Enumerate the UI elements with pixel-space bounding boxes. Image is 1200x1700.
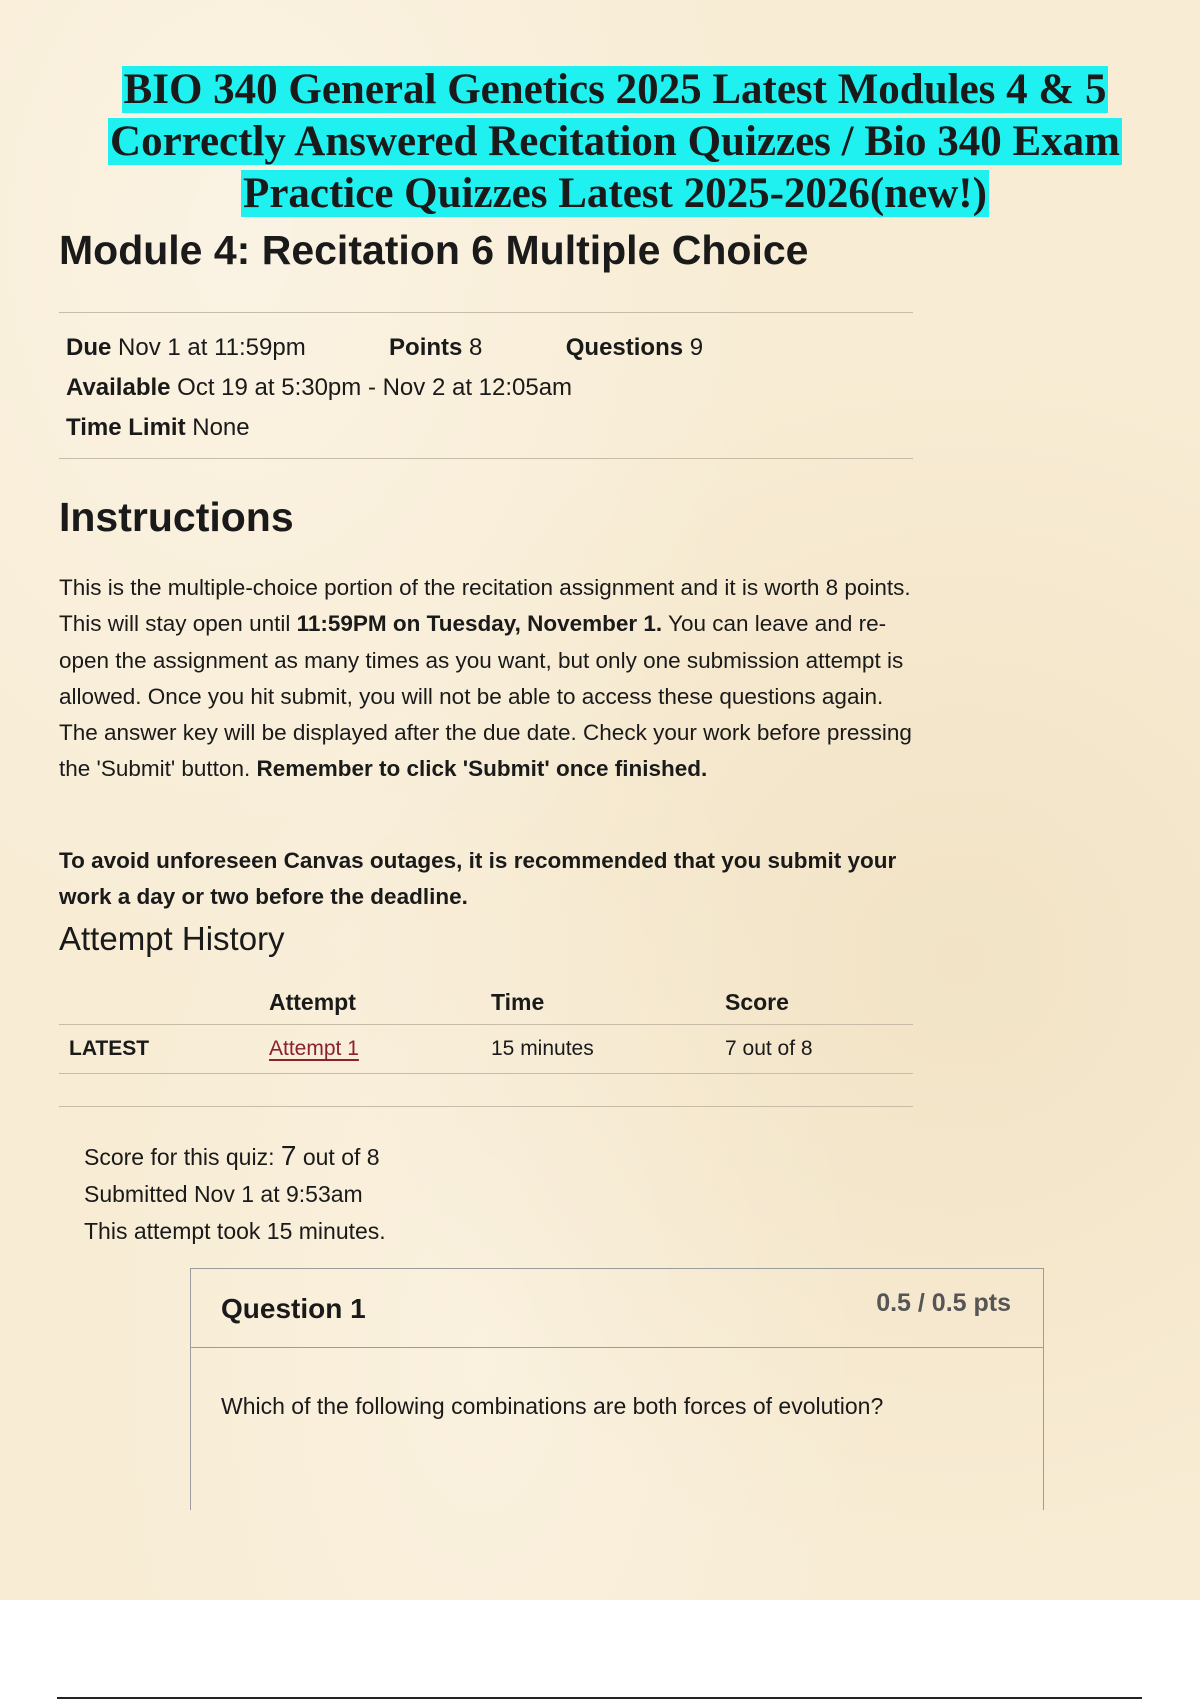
instructions-text: This is the multiple-choice portion of the recitation assignment and it is worth 8 points. This will stay open until (59, 575, 911, 637)
column-header (59, 980, 269, 1025)
time-limit-label: Time Limit (66, 414, 186, 441)
document-title: BIO 340 General Genetics 2025 Latest Modules 4 & 5 Correctly Answered Recitation Quizzes / Bio 340 Exam Practice Quizzes Latest 2025-2026(new!) (110, 66, 1120, 217)
question-text: Which of the following combinations are both forces of evolution? (221, 1393, 884, 1419)
points-value: 8 (469, 334, 483, 361)
quiz-details (66, 328, 703, 448)
attempt-cell (269, 1025, 491, 1074)
quiz-details-row-2 (66, 368, 703, 408)
instructions-paragraph (59, 570, 919, 788)
attempt-duration: This attempt took 15 minutes. (84, 1218, 386, 1244)
due-value: Nov 1 at 11:59pm (118, 334, 306, 361)
available-value: Oct 19 at 5:30pm - Nov 2 at 12:05am (177, 374, 573, 401)
column-header-score: Score (725, 980, 913, 1025)
questions-value: 9 (689, 334, 704, 361)
column-header-attempt: Attempt (269, 980, 491, 1025)
score-cell: 7 out of 8 (725, 1025, 913, 1074)
attempt-history-table (59, 980, 913, 1074)
quiz-details-row-3 (66, 408, 703, 448)
score-summary (84, 1137, 386, 1250)
quiz-title: Module 4: Recitation 6 Multiple Choice (59, 227, 809, 273)
table-header-row (59, 980, 913, 1025)
table-row (59, 1025, 913, 1074)
submitted-time: Submitted Nov 1 at 9:53am (84, 1181, 363, 1207)
score-suffix: out of 8 (296, 1144, 380, 1170)
score-value: 7 (280, 1140, 297, 1171)
instructions-heading: Instructions (59, 494, 294, 540)
submit-reminder: Remember to click 'Submit' once finished. (256, 756, 708, 782)
footer-divider (57, 1697, 1142, 1699)
divider (59, 312, 913, 313)
time-limit-value: None (192, 414, 250, 441)
question-header (191, 1269, 1043, 1348)
outage-warning (59, 843, 919, 916)
question-card (190, 1268, 1044, 1510)
score-prefix: Score for this quiz: (84, 1144, 281, 1170)
questions-label: Questions (565, 334, 684, 361)
latest-label: LATEST (59, 1025, 269, 1074)
divider (59, 1106, 913, 1107)
outage-warning-text: To avoid unforeseen Canvas outages, it is recommended that you submit your work a day or two before the deadline. (59, 848, 897, 910)
attempt-1-link[interactable]: Attempt 1 (269, 1037, 359, 1060)
quiz-details-row-1 (66, 328, 703, 368)
available-label: Available (66, 374, 171, 401)
instructions-text: You can leave and re-open the assignment as many times as you want, but only one submission attempt is allowed. Once you hit submit, you will not be able to access these questions again. The answer key will be displayed after the due date. Check your work before pressing the 'Submit' button. (59, 611, 912, 782)
deadline-text: 11:59PM on Tuesday, November 1. (296, 611, 663, 637)
points-label: Points (389, 334, 463, 361)
divider (59, 458, 913, 459)
question-points: 0.5 / 0.5 pts (876, 1289, 1011, 1317)
column-header-time: Time (491, 980, 725, 1025)
time-cell: 15 minutes (491, 1025, 725, 1074)
quiz-score (84, 1137, 386, 1176)
attempt-history-heading: Attempt History (59, 920, 285, 957)
question-title: Question 1 (221, 1293, 366, 1324)
due-label: Due (66, 334, 112, 361)
